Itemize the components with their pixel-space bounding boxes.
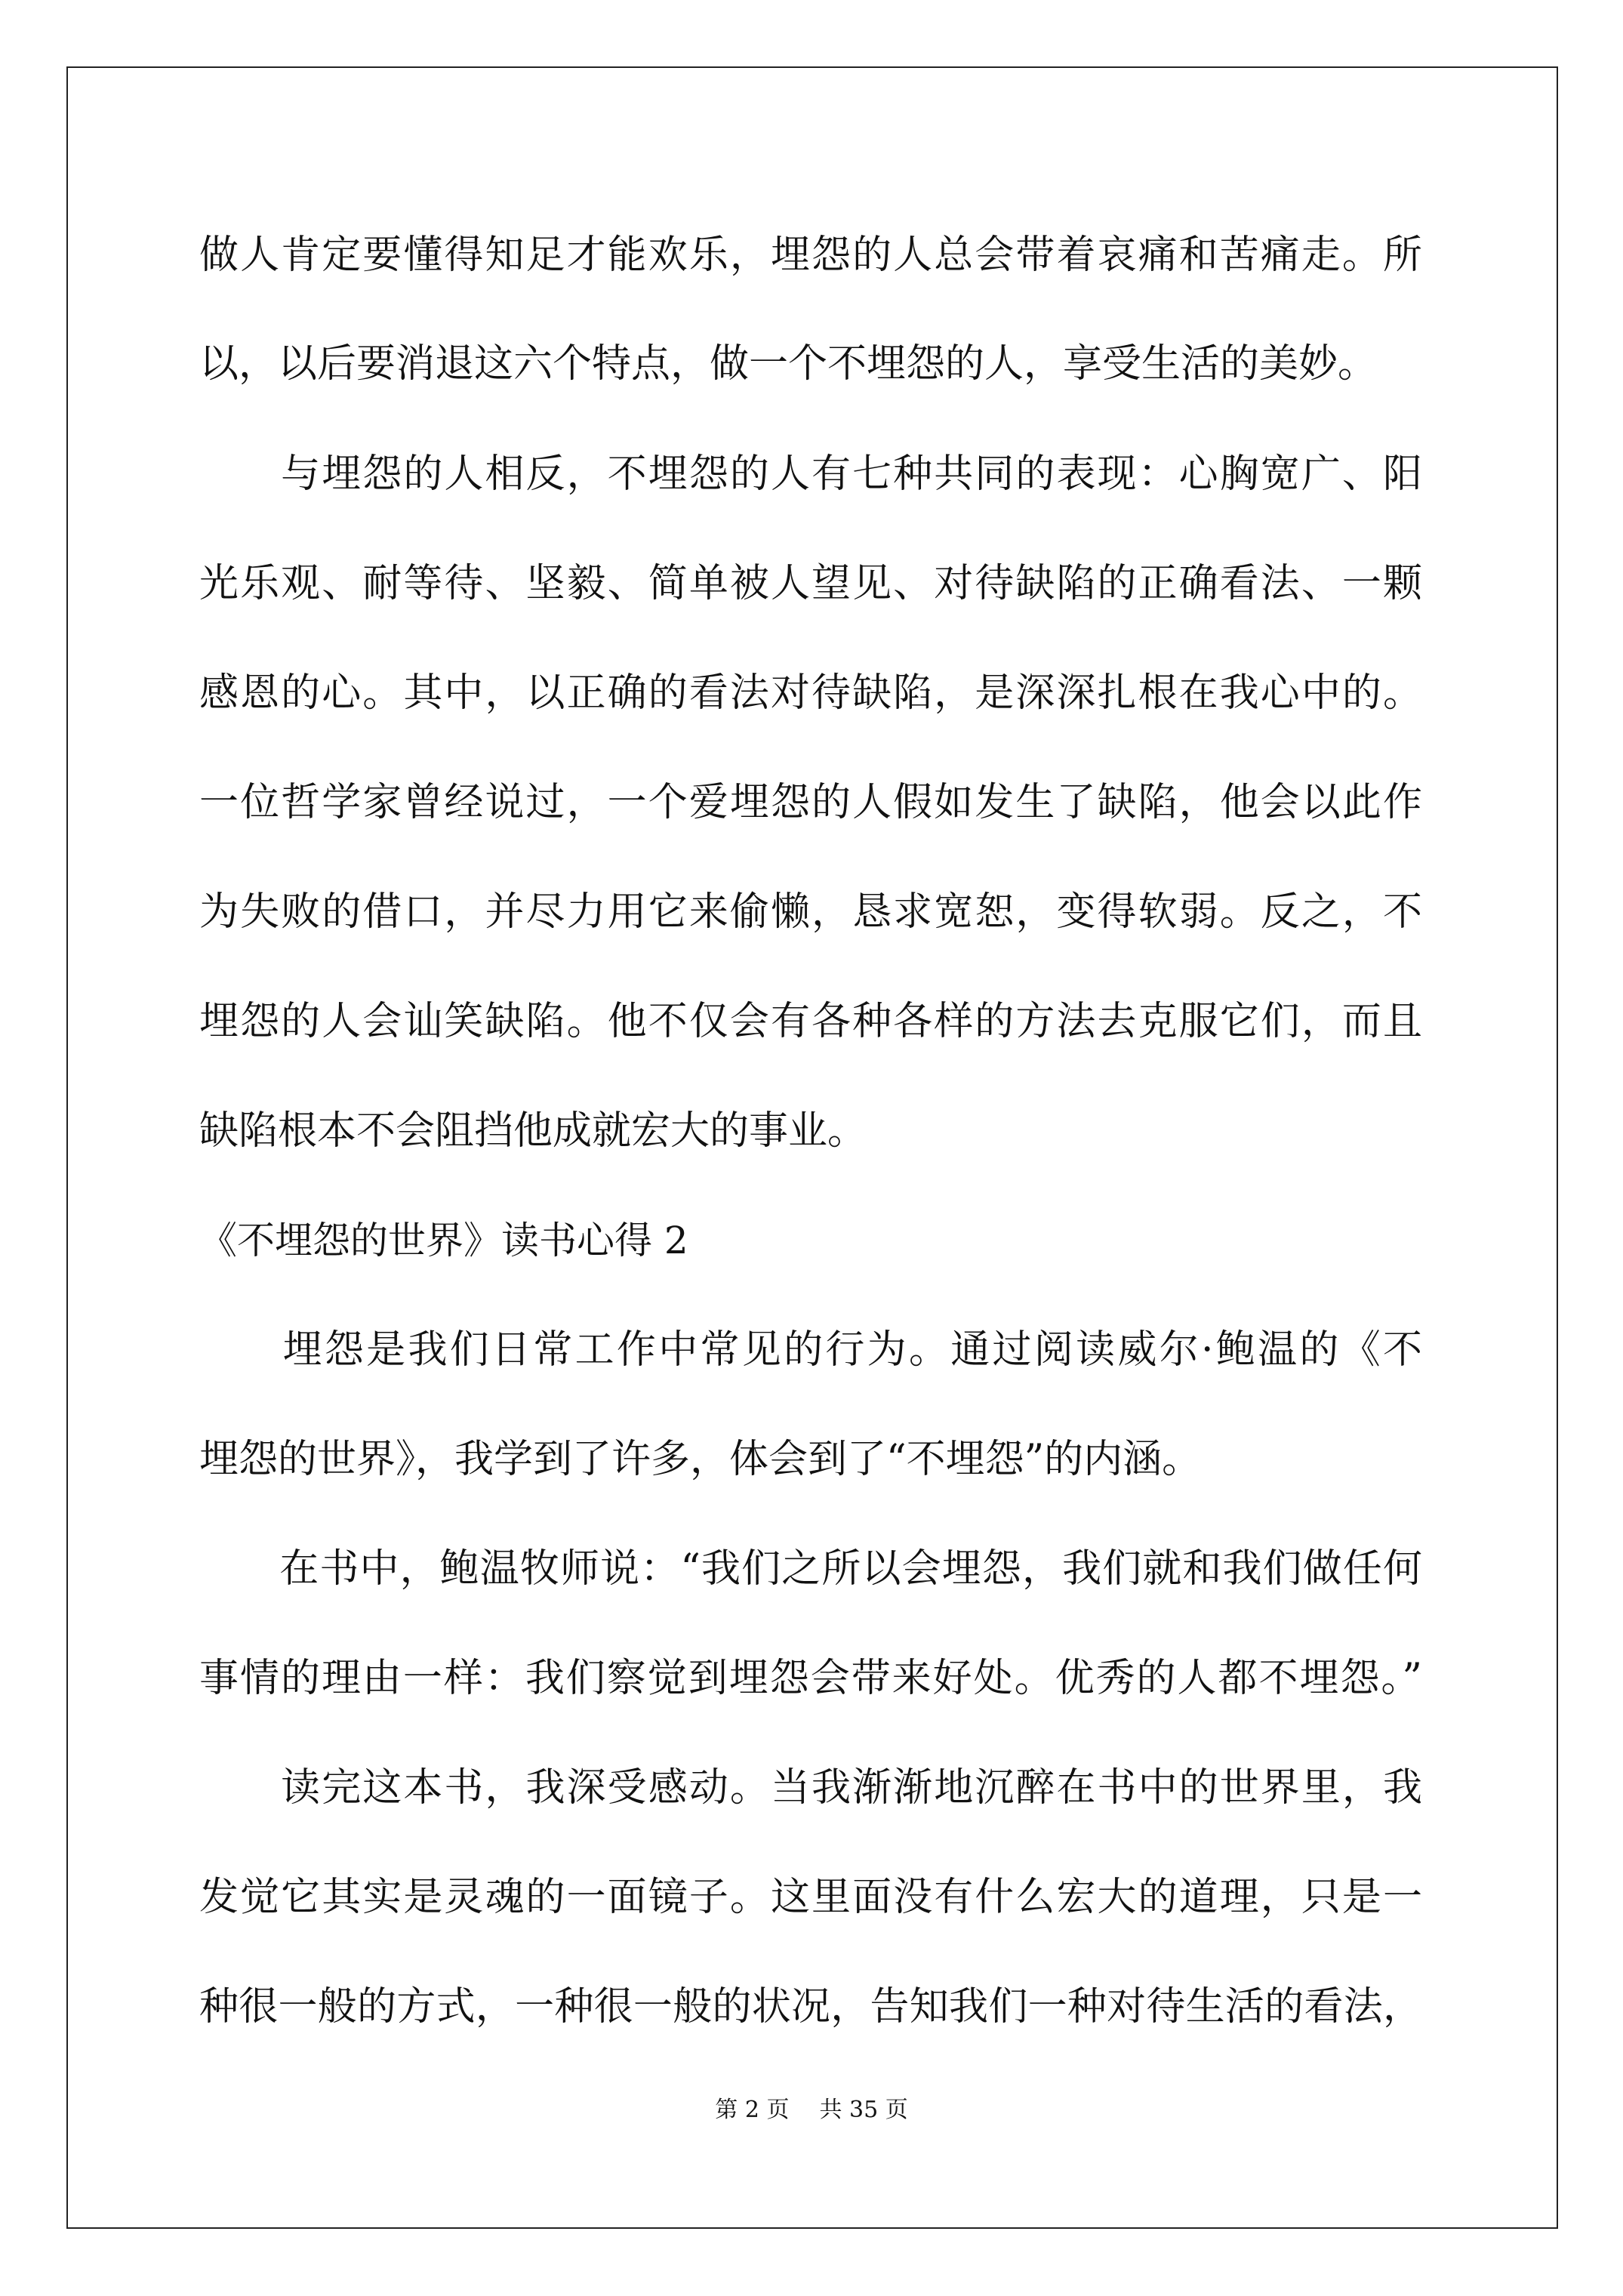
paragraph-line: 感恩的心。其中，以正确的看法对待缺陷，是深深扎根在我心中的。 <box>199 670 1422 716</box>
paragraph-line: 事情的理由一样：我们察觉到埋怨会带来好处。优秀的人都不埋怨。” <box>199 1656 1422 1701</box>
section-title: 《不埋怨的世界》读书心得 2 <box>199 1219 688 1262</box>
paragraph-line: 一位哲学家曾经说过，一个爱埋怨的人假如发生了缺陷，他会以此作 <box>199 780 1422 825</box>
paragraph-line: 读完这本书，我深受感动。当我渐渐地沉醉在书中的世界里，我 <box>199 1765 1422 1811</box>
paragraph-line: 缺陷根本不会阻挡他成就宏大的事业。 <box>199 1108 867 1154</box>
paragraph-line: 埋怨的世界》，我学到了许多，体会到了“不埋怨”的内涵。 <box>199 1437 1202 1482</box>
page-footer <box>0 2095 1623 2125</box>
paragraph-line: 做人肯定要懂得知足才能欢乐，埋怨的人总会带着哀痛和苦痛走。所 <box>199 233 1422 278</box>
paragraph-line: 与埋怨的人相反，不埋怨的人有七种共同的表现：心胸宽广、阳 <box>199 451 1422 497</box>
page-total: 共 35 页 <box>819 2097 908 2123</box>
paragraph-line: 种很一般的方式，一种很一般的状况，告知我们一种对待生活的看法， <box>199 1984 1422 2029</box>
paragraph-line: 埋怨的人会讪笑缺陷。他不仅会有各种各样的方法去克服它们，而且 <box>199 999 1422 1044</box>
paragraph-line: 为失败的借口，并尽力用它来偷懒，恳求宽恕，变得软弱。反之，不 <box>199 889 1422 935</box>
paragraph-line: 光乐观、耐等待、坚毅、简单被人望见、对待缺陷的正确看法、一颗 <box>199 561 1422 606</box>
paragraph-line: 在书中，鲍温牧师说：“我们之所以会埋怨，我们就和我们做任何 <box>199 1546 1422 1592</box>
paragraph-line: 埋怨是我们日常工作中常见的行为。通过阅读威尔·鲍温的《不 <box>199 1327 1422 1373</box>
paragraph-line: 发觉它其实是灵魂的一面镜子。这里面没有什么宏大的道理，只是一 <box>199 1875 1422 1920</box>
page-number: 第 2 页 <box>715 2097 790 2123</box>
paragraph-line: 以，以后要消退这六个特点，做一个不埋怨的人，享受生活的美妙。 <box>199 341 1378 387</box>
